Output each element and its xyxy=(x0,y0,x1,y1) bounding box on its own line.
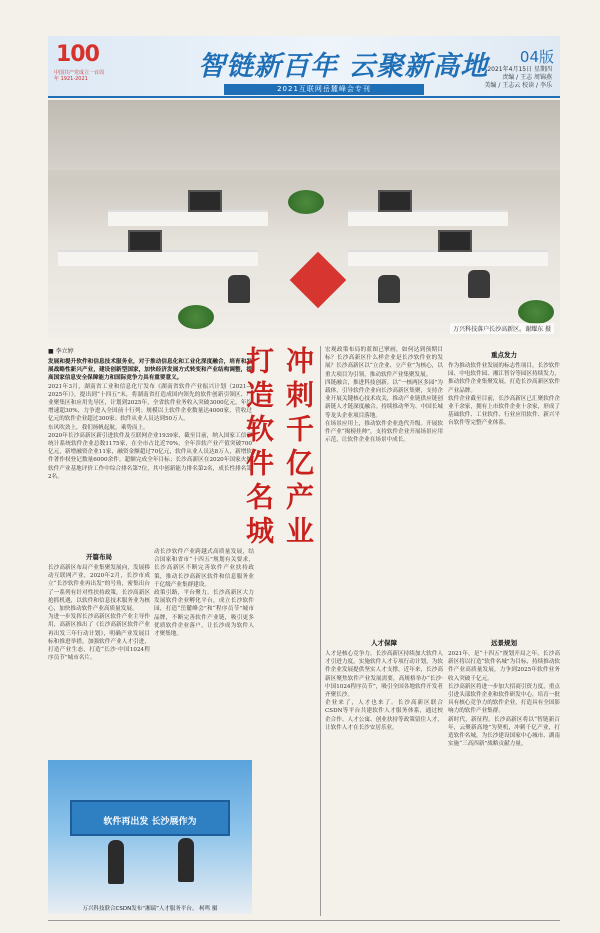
launch-event-photo xyxy=(48,760,252,914)
column-focus-2: 重点发力 作为推动软件业发展的标志性项目，长沙软件园、中电软件园、湘江智谷等园区持续发力，推动软件企业集聚发展，打造长沙高新区软件产业品牌。 软件企业截至目前，长沙高新区已汇聚软件企业千余家，拥有上市软件企业十余家，形成了基础软件、工业软件、行业应用软件、新兴平台软件等完整产业体系。 xyxy=(448,351,560,427)
red-flag-decor xyxy=(290,252,347,309)
column-vision: 远景规划 2021年，是“十四五”规划开局之年。长沙高新区将以打造“软件名城”为目标，持续推动软件产业高质量发展，力争到2025年软件业务收入突破千亿元。 长沙高新区将进一步加大招商引资力度，重点引进头部软件企业和软件研发中心，培育一批具有核心竞争力的软件企业，打造具有全国影响力的软件产业集群。 新时代，新征程。长沙高新区将以“智链新百年，云聚新高地”为契机，冲刺千亿产业，打造软件名城，为长沙建设国家中心城市、湖南实施“三高四新”战略贡献力量。 xyxy=(448,639,561,748)
lead-column: ■ 李立婷 发展和提升软件和信息技术服务业，对于推动信息化和工业化深度融合，培育和发展战略性新兴产业，建设创新型国家，加快经济发展方式转变和产业结构调整，提高国家信息安全保障能力和国际竞争力具有重要意义。 2021年3月，湖南省工业和信息化厅发布《湖南省软件产业振兴计划（2021—2025年）》，提出到“十四五”末，将湖南省打造成国内领先的软件创新引领区、产业聚集区和应用先导区，计划到2025年，全省软件业务收入突破3000亿元，年均增速超30%，力争进入全国前十行列；规模以上软件企业数量达4000家，营收过亿元的软件企业超过300家；软件从业人员达到50万人。 东风吹劲上，我们扬帆起航，乘势而上。 2020年长沙高新区新引进软件及互联网企业1939家，截至目前，纳入国家工信部统计系统软件企业总数1175家，在全市占比近70%，全年涉软产业产值突破700亿元，新增融资企业11家，融资金额超过70亿元，软件从业人员达8万人，新增软件著作权登记数量6000余件。超额完成全年目标；长沙高新区在2020年国家火炬软件产业基地评价工作中综合排名第7位，其中创新能力排名第2名，成长性排名第2名。 xyxy=(48,348,252,480)
photo2-caption: 万兴科技联合CSDN发布“湘瑞”人才服务平台。 柯鸣 摄 xyxy=(82,906,218,912)
author-byline: ■ 李立婷 xyxy=(48,348,74,355)
edition-number: 04版 xyxy=(519,48,554,66)
column-focus-1: 宏观政策布局的蓝图已擘画，如何达到预期目标？长沙高新区什么样企业是长沙软件业的发展？长沙高新区以“立企业、立产业”为核心，以重大项目为引领，推动软件产业集聚发展。 四链融合，推进科技创新。以“一核两区多园”为载体，引导软件企业向长沙高新区集聚，支持企业开展关键核心技术攻关，推动产业链供应链创新链人才链深度融合。持续推动华为、中国长城等龙头企业项目落地。 在场景应用上，推动软件企业迭代升级。开展软件产业“揭榜挂帅”，支持软件企业开展场景应用示范，让软件企业在场景中成长。 xyxy=(325,347,443,444)
column-opening-1: 开篇布局 长沙高新区布局产业集聚发展向，发展移动互联网产业，2020年2月，长沙市成立“长沙软件业再出发”的号角，密集出台了一系列有针对性扶持政策，长沙高新区抢抓机遇，以软件和信息技术服务业为核心，加快推动软件产业高质量发展。 为进一步发挥长沙高新区软件产业主导作用，高新区推出了《长沙高新区软件产业再出发三年行动计划》，明确产业发展目标和推进举措，加强软件产业人才引进，打造产业生态，打造“长沙·中国1024程序员节”城市名片。 xyxy=(48,553,150,662)
column-divider xyxy=(320,346,321,916)
column-opening-2: 动长沙软件产业跨越式高质量发展，结合国家和省市“十四五”规划有关要求，长沙高新区不断完善软件产业扶持政策，推动长沙高新区软件和信息服务业千亿级产业集群建设。 政策引路，平台聚力。长沙高新区大力发展软件企业孵化平台，成立长沙软件园，打造“岳麓峰会”和“程序员节”城市品牌，不断完善软件产业链，吸引更多优质软件企业落户，让长沙成为软件人才聚集地。 xyxy=(154,549,254,638)
photo-caption: 万兴科技落户长沙高新区。谢耀东 摄 xyxy=(450,323,554,334)
office-photo xyxy=(48,100,560,338)
dateline: 2021年4月15日 星期四 责编 / 王志 周锦燕 美编 / 王志云 校读 / 李乐 xyxy=(484,66,552,89)
masthead-headline: 智链新百年 云聚新高地 xyxy=(198,51,489,82)
event-screen: 软件再出发 长沙展作为 xyxy=(70,800,230,836)
column-talent: 人才保障 人才是核心竞争力。长沙高新区持续加大软件人才引进力度，实施软件人才专项行动计划，为软件企业发展提供坚实人才支撑。近年来，长沙高新区聚焦软件产业发展需要，高规格举办“长沙·中国1024程序员节”，吸引全国各地软件开发者齐聚长沙。 企业来了，人才也来了。长沙高新区联合CSDN等平台共建软件人才服务体系，通过校企合作、人才公寓、创业扶持等政策留住人才，让软件人才在长沙安居乐业。 xyxy=(325,639,443,731)
special-issue-ribbon: 2021互联网岳麓峰会专刊 xyxy=(224,84,424,95)
article-title: 冲刺千亿产业 打造软件名城 xyxy=(242,346,315,550)
masthead xyxy=(48,36,560,98)
bottom-rule xyxy=(48,920,560,921)
centenary-logo: 100 中国共产党成立一百周年 1921-2021 xyxy=(54,42,105,82)
